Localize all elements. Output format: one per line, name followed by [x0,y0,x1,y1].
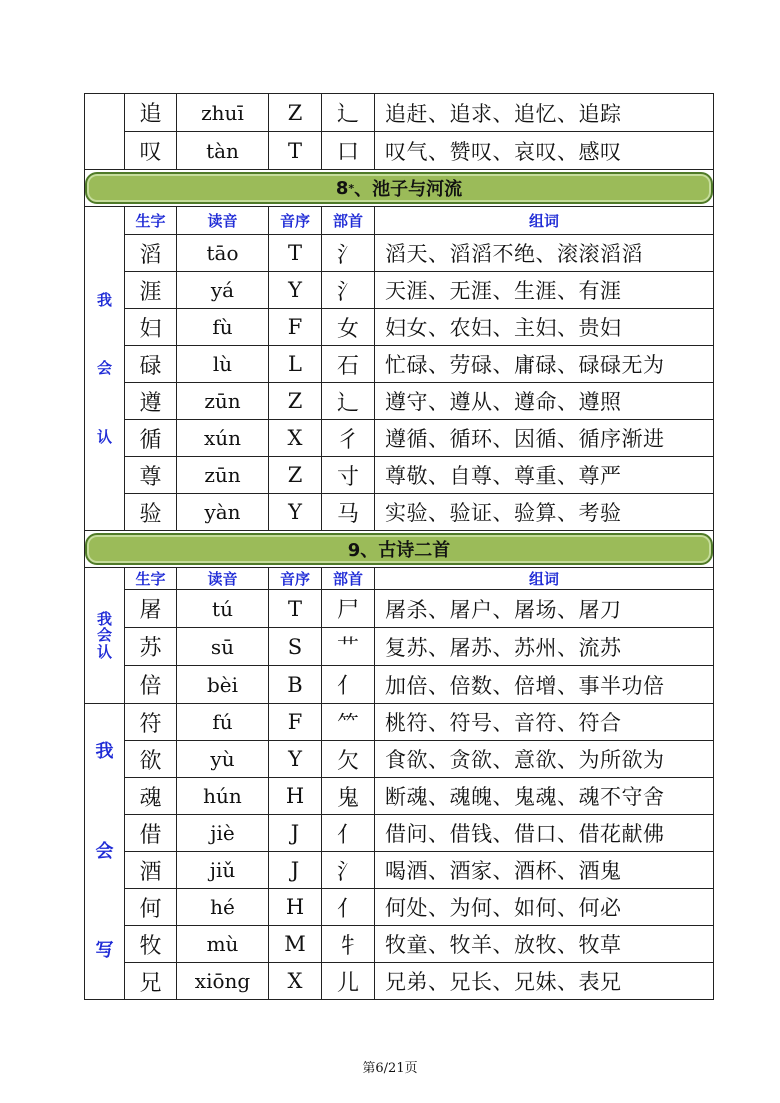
pinyin-cell: jiè [177,815,269,852]
lesson-title: 、池子与河流 [354,179,463,200]
order-cell: H [269,778,322,815]
character-cell: 滔 [125,235,177,272]
order-cell: H [269,889,322,926]
words-cell: 叹气、赞叹、哀叹、感叹 [375,132,714,170]
lesson-title: 9、古诗二首 [347,540,451,561]
pinyin-cell: hún [177,778,269,815]
pinyin-cell: yù [177,741,269,778]
character-cell: 兄 [125,963,177,1000]
order-cell: T [269,590,322,628]
character-cell: 碌 [125,346,177,383]
pinyin-cell: bèi [177,666,269,704]
pinyin-cell: tāo [177,235,269,272]
radical-cell: 辶 [322,383,375,420]
order-cell: Z [269,94,322,132]
order-cell: B [269,666,322,704]
character-cell: 遵 [125,383,177,420]
pinyin-cell: mù [177,926,269,963]
character-cell: 涯 [125,272,177,309]
table-row [85,132,714,170]
table-row [85,926,714,963]
words-cell: 实验、验证、验算、考验 [375,494,714,531]
pinyin-cell: zūn [177,383,269,420]
header-words: 组词 [375,207,714,235]
radical-cell: 牜 [322,926,375,963]
lesson-number: 8 [335,177,349,199]
table-row [85,235,714,272]
pinyin-cell: jiǔ [177,852,269,889]
words-cell: 桃符、符号、音符、符合 [375,704,714,741]
character-cell: 牧 [125,926,177,963]
page-number: 第6/21页 [362,1061,418,1076]
header-order: 音序 [269,568,322,590]
order-cell: Z [269,383,322,420]
order-cell: X [269,963,322,1000]
side-label-recognize: 我 会 认 [85,207,125,531]
words-cell: 屠杀、屠户、屠场、屠刀 [375,590,714,628]
table-row [85,383,714,420]
table-row [85,666,714,704]
words-cell: 遵守、遵从、遵命、遵照 [375,383,714,420]
pinyin-cell: xún [177,420,269,457]
side-label-recognize: 我 会 认 [85,568,125,704]
radical-cell: 口 [322,132,375,170]
character-cell: 倍 [125,666,177,704]
header-words: 组词 [375,568,714,590]
lesson-banner-row [85,170,714,207]
order-cell: T [269,235,322,272]
radical-cell: 亻 [322,815,375,852]
order-cell: T [269,132,322,170]
pinyin-cell: zūn [177,457,269,494]
order-cell: X [269,420,322,457]
character-cell: 符 [125,704,177,741]
character-cell: 尊 [125,457,177,494]
table-row [85,778,714,815]
table-row [85,494,714,531]
words-cell: 加倍、倍数、倍增、事半功倍 [375,666,714,704]
character-cell: 魂 [125,778,177,815]
lesson-9-banner [85,533,713,565]
order-cell: F [269,704,322,741]
lesson-8-banner [85,172,713,204]
table-row [85,741,714,778]
order-cell: L [269,346,322,383]
words-cell: 天涯、无涯、生涯、有涯 [375,272,714,309]
lesson-banner-row [85,531,714,568]
table-row [85,852,714,889]
order-cell: J [269,815,322,852]
table-row [85,889,714,926]
order-cell: M [269,926,322,963]
radical-cell: 艹 [322,628,375,666]
character-cell: 妇 [125,309,177,346]
character-cell: 借 [125,815,177,852]
table-row [85,309,714,346]
radical-cell: ⺮ [322,704,375,741]
words-cell: 忙碌、劳碌、庸碌、碌碌无为 [375,346,714,383]
pinyin-cell: tú [177,590,269,628]
radical-cell: 马 [322,494,375,531]
pinyin-cell: zhuī [177,94,269,132]
character-cell: 屠 [125,590,177,628]
radical-cell: 彳 [322,420,375,457]
radical-cell: 亻 [322,666,375,704]
radical-cell: 尸 [322,590,375,628]
table-row [85,272,714,309]
table-row [85,420,714,457]
character-cell: 追 [125,94,177,132]
words-cell: 滔天、滔滔不绝、滚滚滔滔 [375,235,714,272]
radical-cell: 欠 [322,741,375,778]
words-cell: 追赶、追求、追忆、追踪 [375,94,714,132]
radical-cell: 儿 [322,963,375,1000]
words-cell: 何处、为何、如何、何必 [375,889,714,926]
character-cell: 酒 [125,852,177,889]
side-label-empty [85,94,125,170]
words-cell: 妇女、农妇、主妇、贵妇 [375,309,714,346]
pinyin-cell: hé [177,889,269,926]
table-row [85,628,714,666]
pinyin-cell: sū [177,628,269,666]
header-radical: 部首 [322,207,375,235]
pinyin-cell: tàn [177,132,269,170]
order-cell: Z [269,457,322,494]
character-cell: 欲 [125,741,177,778]
radical-cell: 寸 [322,457,375,494]
lesson-star: * [348,181,355,195]
character-cell: 何 [125,889,177,926]
words-cell: 兄弟、兄长、兄妹、表兄 [375,963,714,1000]
table-row [85,815,714,852]
table-row [85,94,714,132]
order-cell: Y [269,272,322,309]
header-pinyin: 读音 [177,568,269,590]
character-cell: 苏 [125,628,177,666]
words-cell: 喝酒、酒家、酒杯、酒鬼 [375,852,714,889]
header-radical: 部首 [322,568,375,590]
pinyin-cell: yá [177,272,269,309]
table-row [85,963,714,1000]
pinyin-cell: lù [177,346,269,383]
table-row [85,590,714,628]
column-header-row [85,207,714,235]
radical-cell: 氵 [322,852,375,889]
pinyin-cell: xiōng [177,963,269,1000]
character-cell: 循 [125,420,177,457]
pinyin-cell: yàn [177,494,269,531]
character-cell: 验 [125,494,177,531]
words-cell: 断魂、魂魄、鬼魂、魂不守舍 [375,778,714,815]
radical-cell: 辶 [322,94,375,132]
words-cell: 牧童、牧羊、放牧、牧草 [375,926,714,963]
pinyin-cell: fú [177,704,269,741]
table-row [85,704,714,741]
header-order: 音序 [269,207,322,235]
pinyin-cell: fù [177,309,269,346]
radical-cell: 石 [322,346,375,383]
order-cell: F [269,309,322,346]
radical-cell: 氵 [322,272,375,309]
radical-cell: 氵 [322,235,375,272]
words-cell: 复苏、屠苏、苏州、流苏 [375,628,714,666]
character-cell: 叹 [125,132,177,170]
words-cell: 遵循、循环、因循、循序渐进 [375,420,714,457]
header-pinyin: 读音 [177,207,269,235]
radical-cell: 亻 [322,889,375,926]
words-cell: 食欲、贪欲、意欲、为所欲为 [375,741,714,778]
order-cell: Y [269,741,322,778]
header-char: 生字 [125,568,177,590]
table-row [85,346,714,383]
radical-cell: 鬼 [322,778,375,815]
column-header-row [85,568,714,590]
radical-cell: 女 [322,309,375,346]
words-cell: 尊敬、自尊、尊重、尊严 [375,457,714,494]
order-cell: J [269,852,322,889]
order-cell: S [269,628,322,666]
table-row [85,457,714,494]
header-char: 生字 [125,207,177,235]
vocabulary-table [84,93,714,1000]
words-cell: 借问、借钱、借口、借花献佛 [375,815,714,852]
side-label-write: 我 会 写 [85,704,125,1000]
order-cell: Y [269,494,322,531]
